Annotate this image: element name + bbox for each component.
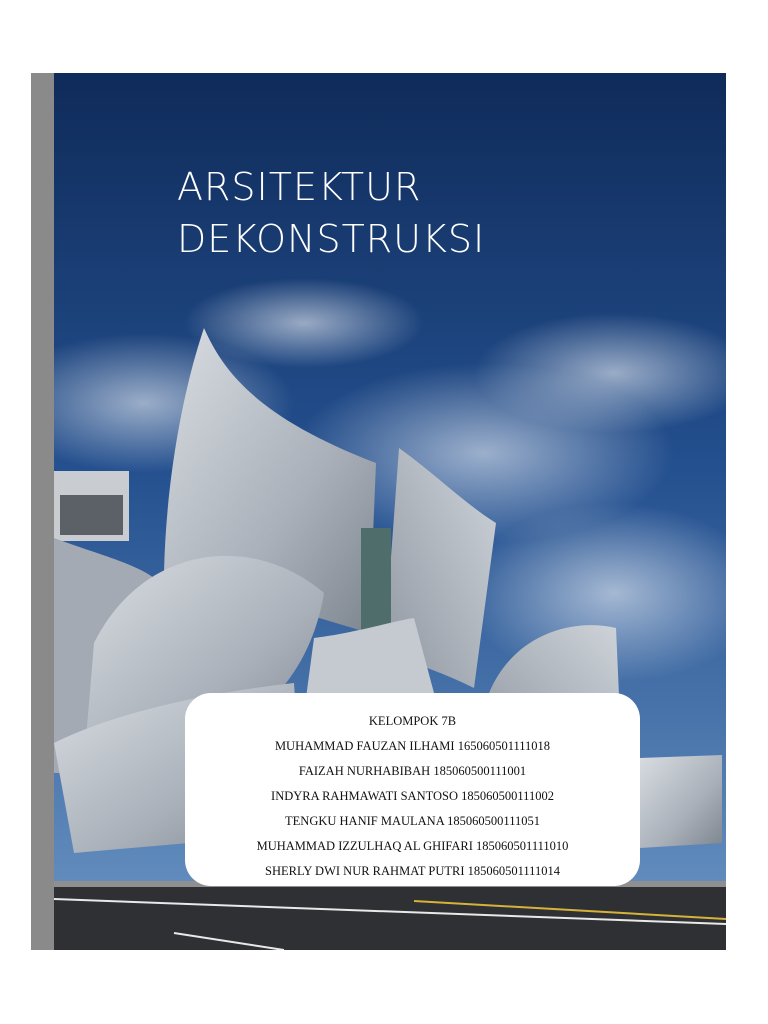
member-line: TENGKU HANIF MAULANA 185060500111051 <box>285 814 540 828</box>
title-line-2: DEKONSTRUKSI <box>177 217 486 261</box>
group-members-panel <box>185 693 640 886</box>
member-line: MUHAMMAD FAUZAN ILHAMI 165060501111018 <box>274 739 551 753</box>
group-label: KELOMPOK 7B <box>368 714 457 728</box>
member-line: FAIZAH NURHABIBAH 185060500111001 <box>298 764 527 778</box>
book-spine <box>31 73 54 950</box>
document-title <box>177 161 485 265</box>
member-line: MUHAMMAD IZZULHAQ AL GHIFARI 185060501111010 <box>256 839 569 853</box>
member-line: INDYRA RAHMAWATI SANTOSO 185060500111002 <box>271 789 554 803</box>
member-line: SHERLY DWI NUR RAHMAT PUTRI 185060501111014 <box>265 864 560 878</box>
title-line-1: ARSITEKTUR <box>177 165 422 209</box>
